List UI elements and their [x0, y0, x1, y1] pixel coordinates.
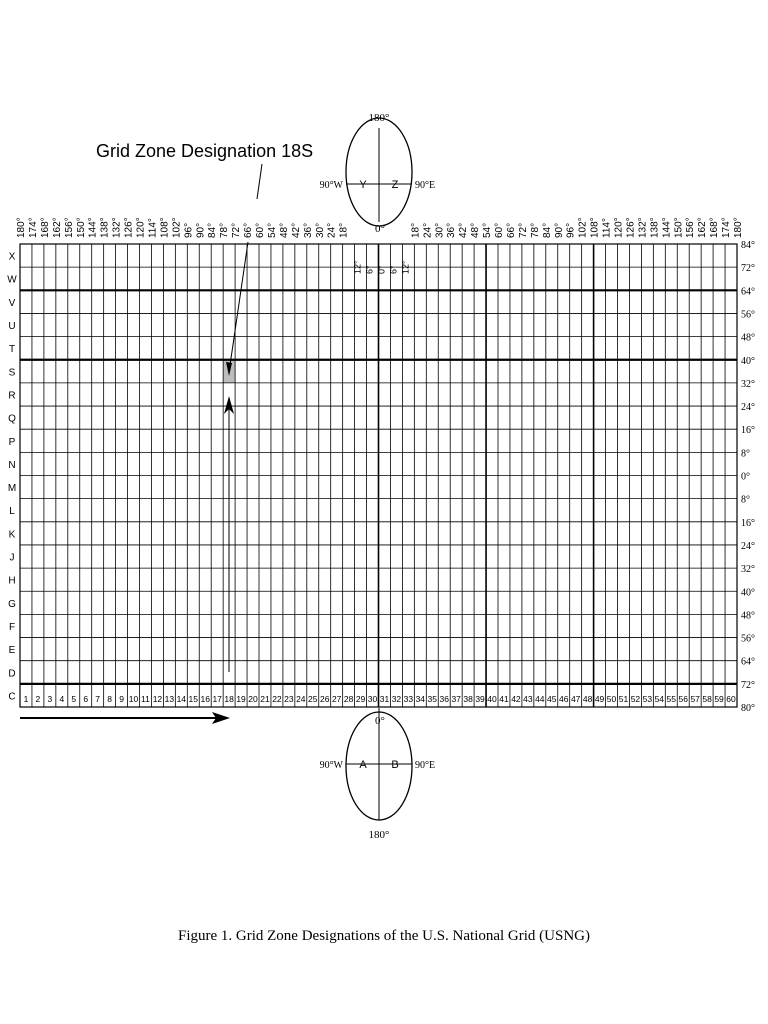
longitude-label-west: 144°	[87, 217, 99, 238]
longitude-label-west: 162°	[51, 217, 63, 238]
zone-number-label: 53	[642, 694, 653, 704]
band-letter-column	[7, 252, 17, 703]
zone-number-label: 7	[95, 694, 101, 704]
band-letter-label: L	[9, 506, 15, 518]
longitude-label-center: 12°	[400, 260, 411, 274]
latitude-label: 8°	[741, 494, 750, 506]
longitude-label-west: 120°	[135, 217, 147, 238]
band-letter-label: P	[8, 436, 16, 448]
longitude-label-west: 90°	[195, 222, 207, 238]
zone-a-label: A	[359, 759, 367, 771]
band-letter-label: R	[8, 390, 16, 402]
north-polar-diagram	[320, 112, 436, 235]
longitude-label-center: 0°	[376, 265, 387, 274]
longitude-label-west: 150°	[75, 217, 87, 238]
zone-number-label: 43	[523, 694, 533, 704]
longitude-label-east: 30°	[434, 222, 446, 238]
zone-number-label: 21	[260, 694, 270, 704]
latitude-label: 48°	[741, 610, 755, 622]
callout-arrow-line	[229, 242, 248, 372]
latitude-label: 64°	[741, 656, 755, 668]
longitude-label-center: 6°	[364, 265, 375, 274]
zone-number-label: 14	[176, 694, 187, 704]
band-letter-label: J	[9, 552, 15, 564]
band-letter-label: N	[8, 459, 16, 471]
zone-number-label: 47	[570, 694, 581, 704]
zone-number-label: 41	[499, 694, 509, 704]
zone-number-label: 20	[248, 694, 258, 704]
longitude-label-west: 84°	[207, 222, 219, 238]
longitude-label-west: 48°	[278, 222, 290, 238]
zone-number-label: 29	[355, 694, 366, 704]
zone-number-label: 15	[188, 694, 199, 704]
zone-number-label: 45	[547, 694, 557, 704]
latitude-label: 8°	[741, 448, 750, 460]
longitude-label-east: 138°	[649, 217, 661, 238]
latitude-label: 16°	[741, 425, 755, 437]
zone-number-label: 60	[726, 694, 736, 704]
longitude-label-east: 114°	[601, 218, 613, 238]
zone-number-label: 39	[475, 694, 485, 704]
zone-number-label: 17	[212, 694, 222, 704]
band-letter-label: T	[8, 344, 16, 356]
zone-number-label: 6	[83, 694, 89, 704]
longitude-label-west: 18°	[338, 222, 350, 238]
north-polar-top-label: 180°	[368, 112, 390, 124]
zone-number-label: 13	[164, 694, 175, 704]
longitude-label-west: 102°	[171, 217, 183, 238]
longitude-label-east: 36°	[446, 222, 458, 238]
zone-number-label: 23	[284, 694, 294, 704]
north-polar-left-label: 90°W	[319, 180, 343, 191]
latitude-label: 80°	[741, 703, 755, 714]
zone-number-label: 31	[379, 694, 390, 704]
zone-number-label: 28	[343, 694, 354, 704]
south-polar-right-label: 90°E	[415, 760, 436, 771]
band-letter-label: S	[8, 367, 16, 379]
longitude-label-east: 84°	[541, 222, 553, 238]
zone-number-label: 10	[128, 694, 139, 704]
south-polar-bottom-label: 180°	[368, 829, 390, 841]
longitude-label-west: 24°	[326, 222, 338, 238]
zone-number-label: 32	[391, 694, 402, 704]
zone-number-label: 50	[606, 694, 617, 704]
longitude-label-east: 72°	[517, 222, 529, 238]
longitude-label-east: 102°	[577, 217, 589, 238]
latitude-label: 64°	[741, 286, 755, 298]
band-letter-label: E	[8, 645, 16, 657]
zone-number-label: 36	[439, 694, 449, 704]
zone-number-label: 27	[331, 694, 342, 704]
zone-number-label: 25	[308, 694, 318, 704]
longitude-label-east: 174°	[721, 217, 733, 238]
zone-number-label: 54	[654, 694, 665, 704]
longitude-label-east: 180°	[733, 217, 744, 238]
longitude-label-west: 72°	[231, 222, 243, 238]
zone-number-label: 51	[618, 694, 629, 704]
latitude-label: 72°	[741, 263, 755, 275]
longitude-label-west: 180°	[16, 217, 27, 238]
band-letter-label: W	[7, 274, 17, 286]
zone-number-label: 46	[558, 694, 569, 704]
band-letter-label: V	[8, 297, 16, 309]
latitude-label: 16°	[741, 517, 755, 529]
zone-number-label: 44	[535, 694, 545, 704]
longitude-label-east: 66°	[505, 222, 517, 238]
zone-z-label: Z	[391, 179, 399, 191]
longitude-label-west: 156°	[63, 217, 75, 238]
zone-number-label: 57	[690, 694, 700, 704]
south-polar-left-label: 90°W	[319, 760, 343, 771]
longitude-label-east: 168°	[709, 217, 721, 238]
longitude-label-west: 114°	[147, 218, 159, 238]
band-letter-label: U	[8, 321, 16, 333]
zone-number-label: 40	[487, 694, 497, 704]
longitude-label-west: 78°	[219, 222, 231, 238]
zone-number-label: 30	[367, 694, 378, 704]
zone-number-label: 52	[630, 694, 641, 704]
zone-number-label: 22	[272, 694, 282, 704]
south-polar-diagram	[320, 708, 436, 841]
latitude-label: 40°	[741, 587, 755, 599]
longitude-label-east: 42°	[458, 222, 470, 238]
latitude-label: 40°	[741, 355, 755, 367]
zone-number-label: 1	[23, 694, 29, 704]
latitude-label: 32°	[741, 378, 755, 390]
band-letter-label: X	[8, 251, 16, 263]
zone-number-label: 16	[200, 694, 210, 704]
zone-number-label: 5	[71, 694, 77, 704]
zone-number-label: 37	[451, 694, 461, 704]
longitude-label-east: 78°	[529, 222, 541, 238]
band-letter-label: C	[8, 691, 16, 703]
longitude-label-east: 96°	[565, 222, 577, 238]
longitude-label-west: 132°	[111, 217, 123, 238]
zone-number-label: 59	[714, 694, 724, 704]
zone-number-label: 18	[224, 694, 234, 704]
zone-number-label: 11	[141, 694, 150, 704]
longitude-label-east: 54°	[482, 222, 494, 238]
figure-caption: Figure 1. Grid Zone Designations of the U.S. National Grid (USNG)	[177, 928, 591, 944]
latitude-label: 0°	[741, 471, 750, 483]
latitude-label: 56°	[741, 633, 755, 645]
zone-number-label: 3	[47, 694, 53, 704]
band-letter-label: K	[8, 529, 16, 541]
longitude-label-east: 132°	[637, 217, 649, 238]
zone-number-label: 4	[59, 694, 65, 704]
longitude-label-east: 144°	[661, 217, 673, 238]
latitude-label: 84°	[741, 240, 755, 251]
zone-number-label: 35	[427, 694, 438, 704]
longitude-label-east: 60°	[494, 222, 505, 238]
zone-number-label: 48	[582, 694, 593, 704]
zone-number-label: 56	[678, 694, 688, 704]
zone-number-label: 42	[511, 694, 521, 704]
south-polar-top-label: 0°	[375, 715, 385, 727]
longitude-label-west: 168°	[39, 217, 51, 238]
longitude-label-east: 126°	[625, 217, 637, 238]
longitude-label-west: 108°	[159, 217, 171, 238]
longitude-label-east: 156°	[685, 217, 697, 238]
longitude-label-west: 96°	[183, 222, 195, 238]
longitude-label-west: 36°	[302, 222, 314, 238]
north-polar-right-label: 90°E	[415, 180, 436, 191]
longitude-label-east: 48°	[470, 222, 482, 238]
latitude-label: 24°	[741, 402, 755, 414]
latitude-label: 48°	[741, 332, 755, 344]
latitude-label: 72°	[741, 679, 755, 691]
zone-number-label: 2	[35, 694, 41, 704]
longitude-label-east: 24°	[422, 222, 434, 238]
band-letter-label: D	[8, 668, 16, 680]
latitude-label: 32°	[741, 564, 755, 576]
longitude-label-east: 150°	[673, 217, 685, 238]
longitude-label-west: 54°	[266, 222, 278, 238]
longitude-label-east: 108°	[589, 217, 601, 238]
longitude-label-center: 6°	[388, 265, 399, 274]
latitude-labels	[741, 240, 755, 714]
zone-number-label: 38	[463, 694, 473, 704]
longitude-label-west: 126°	[123, 217, 135, 238]
zone-number-label: 8	[107, 694, 112, 704]
band-letter-label: H	[8, 575, 16, 587]
longitude-label-west: 174°	[27, 217, 39, 238]
zone-number-label: 24	[296, 694, 306, 704]
longitude-label-west: 30°	[314, 222, 326, 238]
zone-number-label: 34	[415, 694, 426, 704]
zone-b-label: B	[391, 759, 399, 771]
longitude-label-east: 120°	[613, 217, 625, 238]
longitude-label-east: 90°	[553, 222, 565, 238]
longitude-label-east: 18°	[410, 222, 422, 238]
zone-number-label: 33	[403, 694, 414, 704]
longitude-label-west: 138°	[99, 217, 111, 238]
longitude-label-west: 60°	[255, 222, 266, 238]
north-polar-bottom-label: 0°	[375, 223, 385, 235]
latitude-label: 24°	[741, 540, 755, 552]
grid-zone-grid	[20, 244, 737, 707]
band-letter-label: Q	[8, 413, 16, 425]
zone-number-label: 19	[236, 694, 246, 704]
zone-number-label: 12	[152, 694, 163, 704]
longitude-label-east: 162°	[697, 217, 709, 238]
zone-number-label: 26	[319, 694, 330, 704]
zone-number-label: 55	[666, 694, 677, 704]
longitude-label-west: 66°	[243, 222, 255, 238]
zone-number-label: 9	[119, 694, 124, 704]
zone-number-label: 58	[702, 694, 712, 704]
latitude-label: 56°	[741, 309, 755, 321]
callout-label: Grid Zone Designation 18S	[96, 141, 314, 161]
zone-number-label: 49	[594, 694, 605, 704]
longitude-label-center: 12°	[352, 260, 363, 274]
longitude-label-west: 42°	[290, 222, 302, 238]
zone-y-label: Y	[359, 179, 367, 191]
band-letter-label: F	[8, 621, 16, 633]
band-letter-label: M	[7, 483, 17, 495]
band-letter-label: G	[8, 598, 16, 610]
callout-leader-line	[257, 164, 262, 199]
